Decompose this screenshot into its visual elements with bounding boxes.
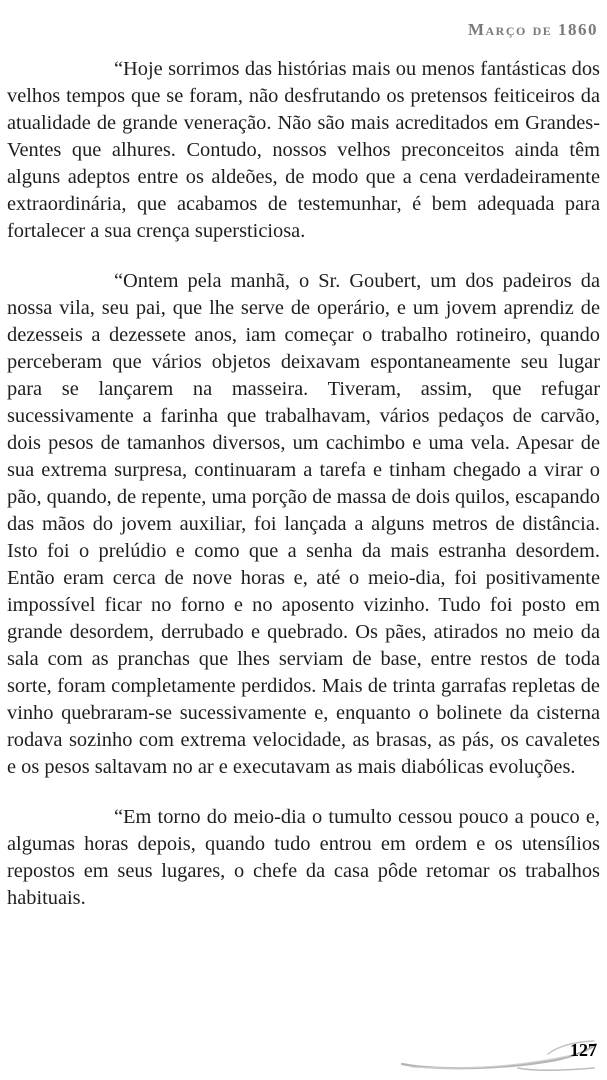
page-number: 127 bbox=[570, 1040, 597, 1060]
page-footer bbox=[0, 1020, 607, 1080]
swash-ornament-icon bbox=[398, 1038, 598, 1072]
paragraph-3: “Em torno do meio-dia o tumulto cessou pouco a pouco e, algumas horas depois, quando tudo entrou em ordem e os utensílios repostos em seus lugares, o chefe da casa pôde retomar os trabalhos habituais. bbox=[7, 806, 600, 909]
paragraph-2: “Ontem pela manhã, o Sr. Goubert, um dos padeiros da nossa vila, seu pai, que lhe serve de operário, e um jovem aprendiz de dezesseis a dezessete anos, iam começar o trabalho rotineiro, quando perceberam que vários objetos deixavam espontaneamente seu lugar para se lançarem na masseira. Tiveram, assim, que refugar sucessivamente a farinha que trabalhavam, vários pedaços de carvão, dois pesos de tamanhos diversos, um cachimbo e uma vela. Apesar de sua extrema surpresa, continuaram a tarefa e tinham chegado a virar o pão, quando, de repente, uma porção de massa de dois quilos, escapando das mãos do jovem auxiliar, foi lançada a alguns metros de distância. Isto foi o prelúdio e como que a senha da mais estranha desordem. Então eram cerca de nove horas e, até o meio-dia, foi positivamente impossível ficar no forno e no aposento vizinho. Tudo foi posto em grande desordem, derrubado e quebrado. Os pães, atirados no meio da sala com as pranchas que lhes serviam de base, entre restos de toda sorte, foram completamente perdidos. Mais de trinta garrafas repletas de vinho quebraram-se sucessivamente e, enquanto o bolinete da cisterna rodava sozinho com extrema velocidade, as brasas, as pás, os cavaletes e os pesos saltavam no ar e executavam as mais diabólicas evoluções. bbox=[7, 270, 600, 778]
running-header: Março de 1860 bbox=[467, 20, 598, 39]
page-text bbox=[7, 56, 600, 935]
paragraph-1: “Hoje sorrimos das histórias mais ou menos fantásticas dos velhos tempos que se foram, não desfrutando os pretensos feiticeiros da atualidade de grande veneração. Não são mais acreditados em Grandes-Ventes que alhures. Contudo, nossos velhos preconceitos ainda têm alguns adeptos entre os aldeões, de modo que a cena verdadeiramente extraordinária, que acabamos de testemunhar, é bem adequada para fortalecer a sua crença supersticiosa. bbox=[7, 58, 600, 242]
